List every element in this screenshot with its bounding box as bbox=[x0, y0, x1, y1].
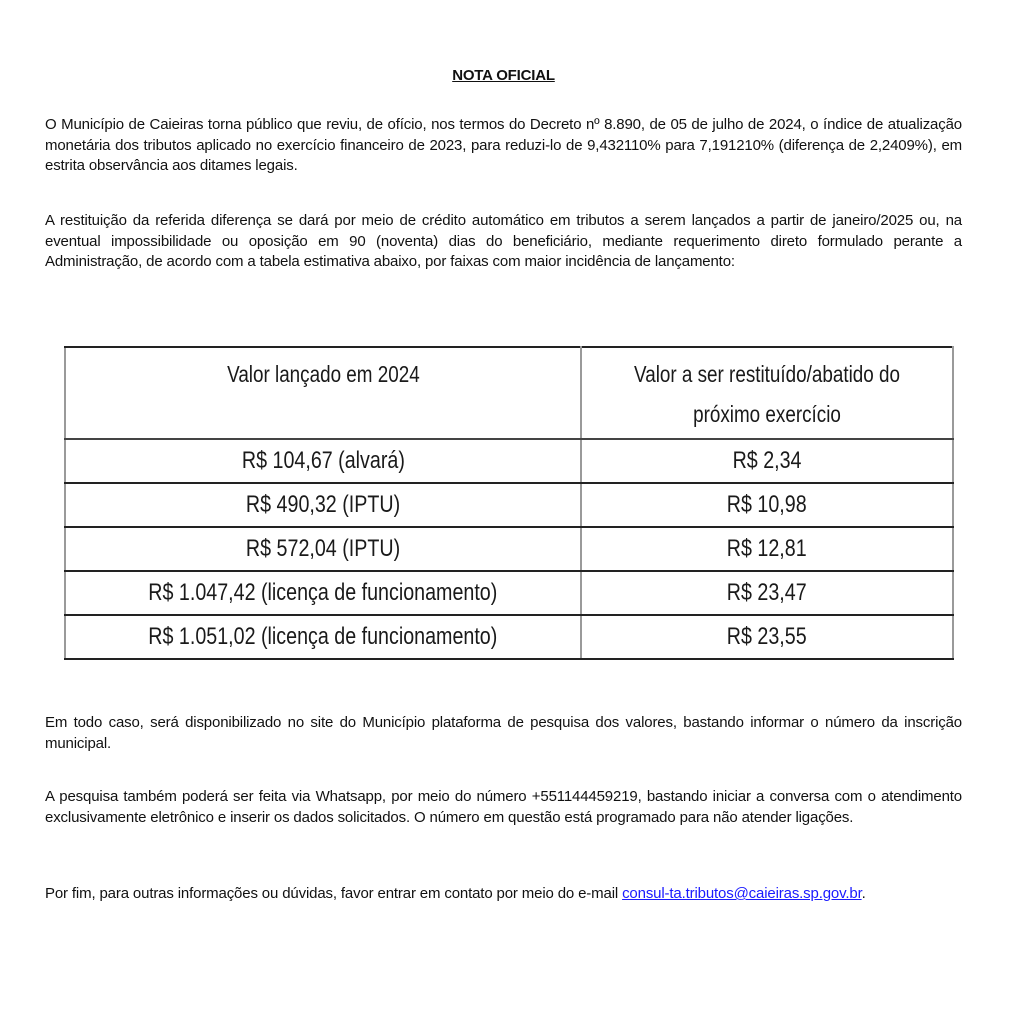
email-link[interactable]: consul-ta.tributos@caieiras.sp.gov.br bbox=[622, 885, 862, 902]
table-row bbox=[65, 615, 953, 659]
cell-launched: R$ 572,04 (IPTU) bbox=[65, 527, 581, 571]
cell-refund: R$ 12,81 bbox=[581, 527, 953, 571]
document-title: NOTA OFICIAL bbox=[452, 67, 555, 84]
table-row bbox=[65, 483, 953, 527]
restitution-table-container bbox=[64, 346, 954, 660]
cell-launched: R$ 1.047,42 (licença de funcionamento) bbox=[65, 571, 581, 615]
cell-refund: R$ 23,47 bbox=[581, 571, 953, 615]
cell-refund: R$ 23,55 bbox=[581, 615, 953, 659]
contact-text: Por fim, para outras informações ou dúvidas, favor entrar em contato por meio do e-mail bbox=[45, 885, 623, 902]
table-row bbox=[65, 527, 953, 571]
paragraph-website-search: Em todo caso, será disponibilizado no site do Município plataforma de pesquisa dos valores, bastando informar o número da inscrição municipal. bbox=[45, 714, 962, 752]
restitution-table bbox=[64, 346, 954, 660]
cell-refund: R$ 2,34 bbox=[581, 439, 953, 483]
paragraph-whatsapp: A pesquisa também poderá ser feita via Whatsapp, por meio do número +551144459219, bastando iniciar a conversa com o atendimento exclusivamente eletrônico e inserir os dados solicitados. O número em questão está programado para não atender ligações. bbox=[45, 788, 962, 826]
paragraph-restitution: A restituição da referida diferença se dará por meio de crédito automático em tributos a serem lançados a partir de janeiro/2025 ou, na eventual impossibilidade ou oposição em 90 (noventa) dias do beneficiário, mediante requerimento direto formulado perante a Administração, de acordo com a tabela estimativa abaixo, por faixas com maior incidência de lançamento: bbox=[45, 212, 962, 270]
paragraph-contact bbox=[45, 884, 962, 905]
table-header-row bbox=[65, 347, 953, 439]
header-launched-value: Valor lançado em 2024 bbox=[65, 347, 581, 439]
cell-launched: R$ 490,32 (IPTU) bbox=[65, 483, 581, 527]
header-refund-value: Valor a ser restituído/abatido do próximo exercício bbox=[581, 347, 953, 439]
cell-refund: R$ 10,98 bbox=[581, 483, 953, 527]
cell-launched: R$ 1.051,02 (licença de funcionamento) bbox=[65, 615, 581, 659]
paragraph-decree: O Município de Caieiras torna público que reviu, de ofício, nos termos do Decreto nº 8.890, de 05 de julho de 2024, o índice de atualização monetária dos tributos aplicado no exercício financeiro de 2023, para reduzi-lo de 9,432110% para 7,191210% (diferença de 2,2409%), em estrita observância aos ditames legais. bbox=[45, 116, 962, 174]
contact-end: . bbox=[861, 885, 866, 902]
cell-launched: R$ 104,67 (alvará) bbox=[65, 439, 581, 483]
table-row bbox=[65, 439, 953, 483]
table-row bbox=[65, 571, 953, 615]
